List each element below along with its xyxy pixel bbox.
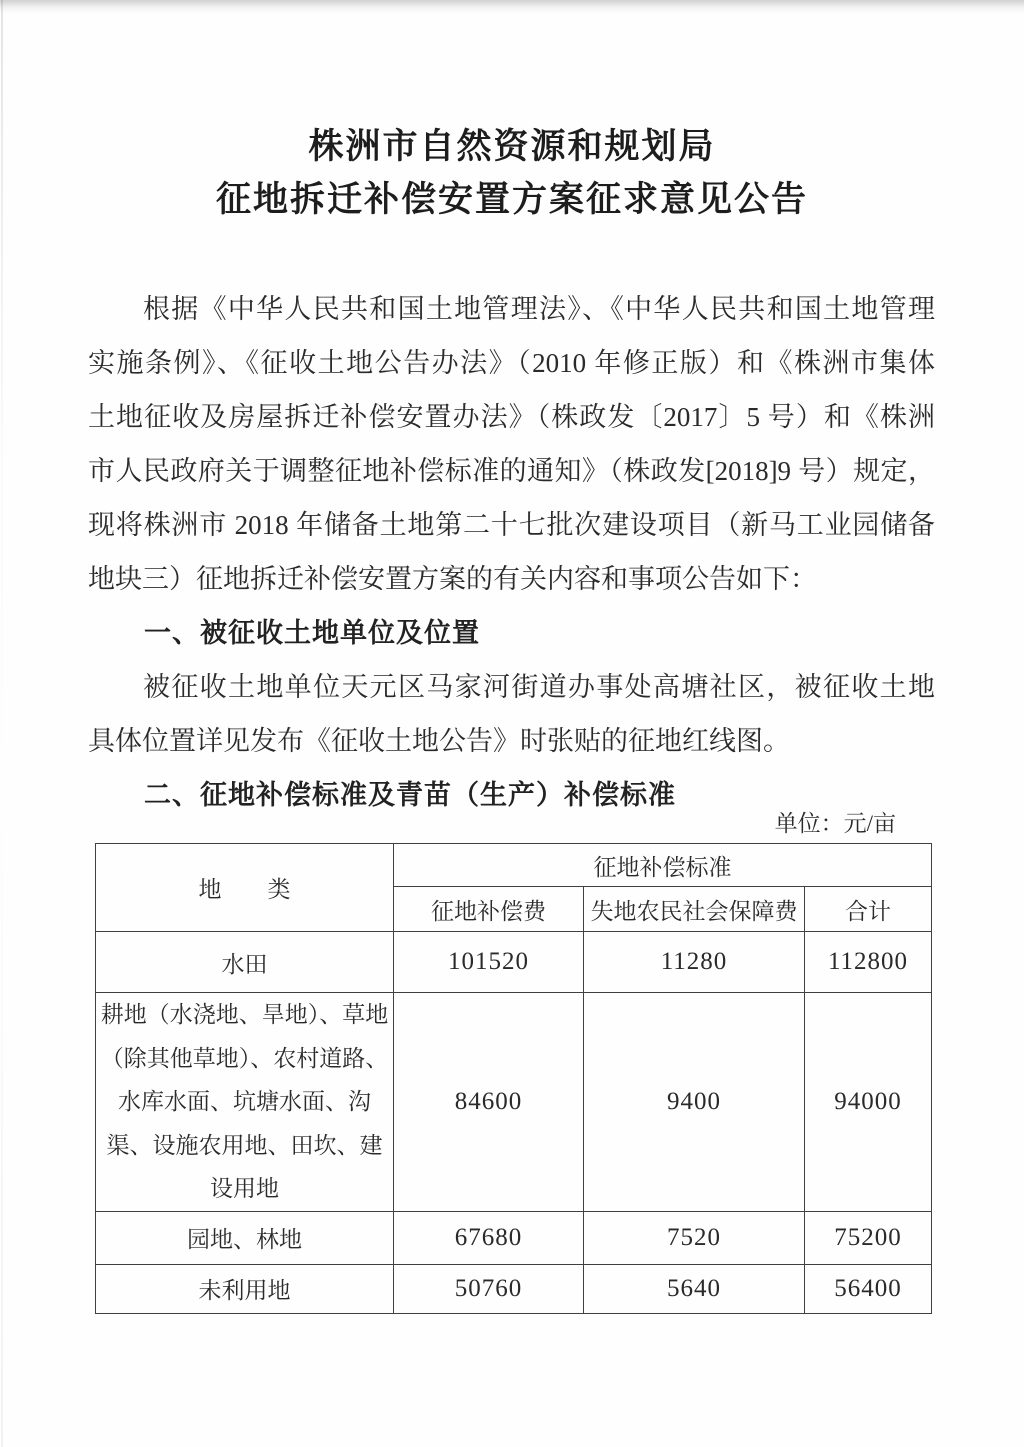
cell-total: 112800 <box>805 932 932 993</box>
header-total: 合计 <box>805 887 932 932</box>
cell-comp-fee: 101520 <box>394 932 584 993</box>
cell-comp-fee: 84600 <box>394 993 584 1212</box>
section1-line1: 被征收土地单位天元区马家河街道办事处高塘社区，被征收土地 <box>143 672 935 702</box>
para1-line6: 地块三）征地拆迁补偿安置方案的有关内容和事项公告如下： <box>88 564 817 594</box>
table-row <box>96 1211 932 1264</box>
compensation-table <box>95 843 932 1314</box>
para1-line1: 根据《中华人民共和国土地管理法》、《中华人民共和国土地管理 <box>143 294 935 324</box>
cell-social-fee: 11280 <box>584 932 805 993</box>
cell-social-fee: 9400 <box>584 993 805 1212</box>
cell-land-type: 未利用地 <box>96 1264 394 1313</box>
cell-land-type: 水田 <box>96 932 394 993</box>
para1-line4: 市人民政府关于调整征地补偿标准的通知》（株政发[2018]9 号）规定， <box>88 456 935 486</box>
table-row <box>96 993 932 1212</box>
para1-line3: 土地征收及房屋拆迁补偿安置办法》（株政发〔2017〕5 号）和《株洲 <box>88 402 935 432</box>
para1-line2: 实施条例》、《征收土地公告办法》（2010 年修正版）和《株洲市集体 <box>88 348 935 378</box>
cell-total: 56400 <box>805 1264 932 1313</box>
table-row <box>96 1264 932 1313</box>
cell-comp-fee: 67680 <box>394 1211 584 1264</box>
header-land-type: 地 类 <box>96 844 394 932</box>
table-unit-label: 单位：元/亩 <box>774 811 896 836</box>
section2-heading: 二、征地补偿标准及青苗（生产）补偿标准 <box>144 780 676 810</box>
cell-total: 75200 <box>805 1211 932 1264</box>
header-comp-fee: 征地补偿费 <box>394 887 584 932</box>
para1-line5: 现将株洲市 2018 年储备土地第二十七批次建设项目（新马工业园储备 <box>88 510 935 540</box>
table-header-group-row <box>96 844 932 887</box>
doc-body <box>88 282 935 822</box>
cell-social-fee: 7520 <box>584 1211 805 1264</box>
header-compensation-standard-group: 征地补偿标准 <box>394 844 932 887</box>
cell-social-fee: 5640 <box>584 1264 805 1313</box>
cell-land-type: 耕地（水浇地、旱地）、草地（除其他草地）、农村道路、水库水面、坑塘水面、沟渠、设施农用地、田坎、建设用地 <box>96 993 394 1212</box>
doc-title-line2: 征地拆迁补偿安置方案征求意见公告 <box>215 180 808 219</box>
header-social-fee: 失地农民社会保障费 <box>584 887 805 932</box>
cell-comp-fee: 50760 <box>394 1264 584 1313</box>
section1-heading: 一、被征收土地单位及位置 <box>144 618 480 648</box>
doc-title <box>0 120 1024 226</box>
doc-title-line1: 株洲市自然资源和规划局 <box>308 127 716 166</box>
cell-land-type: 园地、林地 <box>96 1211 394 1264</box>
cell-total: 94000 <box>805 993 932 1212</box>
table-row <box>96 932 932 993</box>
section1-line2: 具体位置详见发布《征收土地公告》时张贴的征地红线图。 <box>88 726 790 756</box>
scan-edge-artifact-top <box>0 0 1024 14</box>
